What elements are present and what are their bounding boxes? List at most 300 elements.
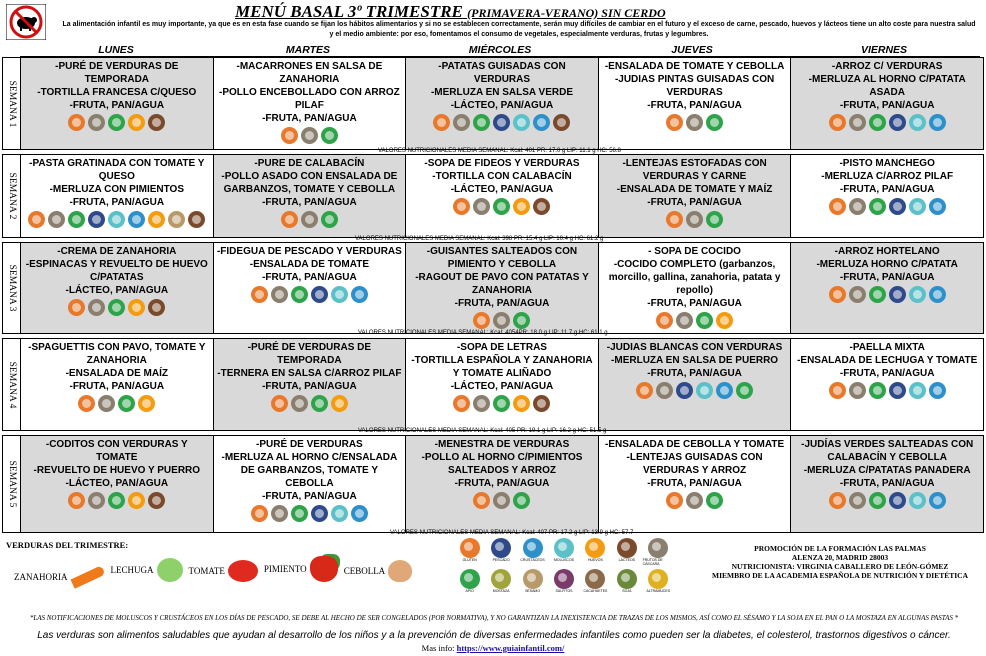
gluten-icon bbox=[829, 382, 846, 399]
huevo-icon bbox=[128, 299, 145, 316]
promo-line: MIEMBRO DE LA ACADEMIA ESPAÑOLA DE NUTRICIÓN Y DIETÉTICA bbox=[711, 571, 968, 580]
apio-icon bbox=[869, 286, 886, 303]
menu-cell bbox=[791, 436, 983, 532]
menu-dish: -FIDEGUA DE PESCADO Y VERDURAS bbox=[216, 246, 402, 257]
tomato-icon bbox=[228, 560, 258, 582]
promo-block bbox=[700, 544, 980, 580]
allergen-icons bbox=[24, 114, 210, 131]
moluscos-icon bbox=[554, 538, 574, 558]
week-row bbox=[2, 338, 984, 431]
legend-item bbox=[611, 569, 642, 593]
huevo-icon bbox=[138, 395, 155, 412]
legend-label: CRUSTÁCEOS bbox=[520, 558, 545, 562]
menu-dish: -FRUTA, PAN/AGUA bbox=[647, 478, 742, 489]
cascara-icon bbox=[88, 299, 105, 316]
lacteo-icon bbox=[148, 299, 165, 316]
apio-icon bbox=[68, 211, 85, 228]
menu-dish: -PISTO MANCHEGO bbox=[839, 158, 935, 169]
more-info-label: Mas info: bbox=[421, 643, 455, 653]
legend-item bbox=[454, 569, 485, 593]
lettuce-icon bbox=[157, 558, 183, 582]
pescado-icon bbox=[889, 198, 906, 215]
legend-label: APIO bbox=[465, 589, 474, 593]
vegetables-title: VERDURAS DEL TRIMESTRE: bbox=[6, 540, 129, 550]
cascara-icon bbox=[473, 395, 490, 412]
menu-dish: -LÁCTEO, PAN/AGUA bbox=[65, 285, 169, 296]
gluten-icon bbox=[473, 492, 490, 509]
menu-dish: -FRUTA, PAN/AGUA bbox=[454, 298, 550, 309]
apio-icon bbox=[493, 198, 510, 215]
cascara-icon bbox=[849, 492, 866, 509]
day-header: VIERNES bbox=[788, 44, 980, 57]
menu-cell bbox=[406, 436, 599, 532]
apio-icon bbox=[706, 211, 723, 228]
moluscos-icon bbox=[909, 492, 926, 509]
lacteo-icon bbox=[188, 211, 205, 228]
cascara-icon bbox=[271, 286, 288, 303]
legend-label: GLUTEN bbox=[462, 558, 477, 562]
page-title bbox=[235, 2, 666, 22]
lacteo-icon bbox=[533, 198, 550, 215]
legend-label: MOLUSCOS bbox=[553, 558, 574, 562]
legend-item bbox=[517, 538, 548, 566]
cascara-icon bbox=[88, 114, 105, 131]
menu-dish: -CREMA DE ZANAHORIA bbox=[57, 246, 177, 257]
day-header: MARTES bbox=[212, 44, 404, 57]
menu-dish: -FRUTA, PAN/AGUA bbox=[839, 368, 935, 379]
menu-dish: -FRUTA, PAN/AGUA bbox=[839, 272, 935, 283]
menu-dish: -FRUTA, PAN/AGUA bbox=[69, 381, 165, 392]
week-label bbox=[3, 243, 21, 333]
huevo-icon bbox=[148, 211, 165, 228]
lacteo-icon bbox=[148, 492, 165, 509]
carrot-icon bbox=[70, 565, 105, 588]
veg-tomato bbox=[189, 560, 258, 582]
menu-dish: -POLLO ENCEBOLLADO CON ARROZ PILAF bbox=[219, 87, 400, 111]
footer-text: Las verduras son alimentos saludables que ayudan al desarrollo de los niños y a la prevención de diversas enfermedades infantiles como pueden ser la diabetes, el colesterol, trastornos digestivos o cáncer. bbox=[37, 630, 951, 641]
menu-dish: -LENTEJAS GUISADAS CON VERDURAS Y ARROZ bbox=[626, 452, 763, 476]
cascara-icon bbox=[453, 114, 470, 131]
veg-label: PIMIENTO bbox=[263, 564, 307, 574]
menu-dish: -MERLUZA EN SALSA DE PUERRO bbox=[611, 355, 779, 366]
crustaceos-icon bbox=[929, 492, 946, 509]
menu-dish: -JUDIAS BLANCAS CON VERDURAS bbox=[606, 342, 783, 353]
gluten-icon bbox=[829, 198, 846, 215]
menu-dish: -PAELLA MIXTA bbox=[849, 342, 925, 353]
allergen-legend bbox=[454, 538, 674, 593]
crustaceos-icon bbox=[351, 505, 368, 522]
sulfitos-icon bbox=[554, 569, 574, 589]
gluten-icon bbox=[78, 395, 95, 412]
gluten-icon bbox=[666, 114, 683, 131]
menu-dish: -FRUTA, PAN/AGUA bbox=[69, 100, 165, 111]
legend-label: PESCADO bbox=[492, 558, 510, 562]
apio-icon bbox=[291, 286, 308, 303]
allergen-icons bbox=[602, 312, 788, 329]
allergen-icons bbox=[24, 492, 210, 509]
allergen-icons bbox=[217, 395, 403, 412]
menu-dish: -CODITOS CON VERDURAS Y TOMATE bbox=[45, 439, 188, 463]
gluten-icon bbox=[251, 286, 268, 303]
menu-cell bbox=[21, 58, 214, 149]
cascara-icon bbox=[88, 492, 105, 509]
menu-dish: -FRUTA, PAN/AGUA bbox=[262, 113, 357, 124]
gluten-icon bbox=[271, 395, 288, 412]
legend-label: SULFITOS bbox=[555, 589, 573, 593]
menu-cell bbox=[406, 155, 599, 237]
menu-dish: -FRUTA, PAN/AGUA bbox=[647, 368, 742, 379]
crustaceos-icon bbox=[523, 538, 543, 558]
menu-dish: -ENSALADA DE LECHUGA Y TOMATE bbox=[797, 355, 978, 366]
gluten-icon bbox=[251, 505, 268, 522]
gluten-icon bbox=[281, 127, 298, 144]
allergen-icons bbox=[602, 114, 788, 131]
cascara-icon bbox=[676, 312, 693, 329]
legend-item bbox=[485, 538, 516, 566]
apio-icon bbox=[493, 395, 510, 412]
lacteo-icon bbox=[148, 114, 165, 131]
menu-dish: -FRUTA, PAN/AGUA bbox=[839, 478, 935, 489]
moluscos-icon bbox=[909, 114, 926, 131]
menu-cell bbox=[21, 155, 214, 237]
menu-cell bbox=[406, 58, 599, 149]
mostaza-icon bbox=[491, 569, 511, 589]
gluten-icon bbox=[829, 492, 846, 509]
nutrition-values: VALORES NUTRICIONALES MEDIA SEMANAL: Kcal: 4054PR: 18.0 g LIP: 11.7 g HC: 61.1 g bbox=[358, 330, 608, 336]
menu-dish: -MERLUZA AL HORNO C/ENSALADA DE GARBANZOS, TOMATE Y CEBOLLA bbox=[221, 452, 398, 489]
gluten-icon bbox=[281, 211, 298, 228]
cascara-icon bbox=[648, 538, 668, 558]
cascara-icon bbox=[656, 382, 673, 399]
gluten-icon bbox=[460, 538, 480, 558]
cascara-icon bbox=[686, 114, 703, 131]
menu-dish: -POLLO AL HORNO C/PIMIENTOS SALTEADOS Y ARROZ bbox=[421, 452, 583, 476]
menu-cell bbox=[599, 58, 792, 149]
apio-icon bbox=[108, 299, 125, 316]
menu-dish: -ENSALADA DE CEBOLLA Y TOMATE bbox=[605, 439, 785, 450]
gluten-icon bbox=[473, 312, 490, 329]
menu-dish: -ARROZ HORTELANO bbox=[834, 246, 940, 257]
menu-cell bbox=[214, 339, 407, 430]
moluscos-icon bbox=[909, 286, 926, 303]
moluscos-icon bbox=[331, 505, 348, 522]
cascara-icon bbox=[301, 211, 318, 228]
apio-icon bbox=[108, 492, 125, 509]
menu-dish: -PASTA GRATINADA CON TOMATE Y QUESO bbox=[29, 158, 205, 182]
week-label bbox=[3, 58, 21, 149]
menu-dish: -MERLUZA C/PATATAS PANADERA bbox=[803, 465, 971, 476]
allergen-icons bbox=[602, 382, 788, 399]
soja-icon bbox=[617, 569, 637, 589]
apio-icon bbox=[706, 114, 723, 131]
legend-label: CACAHUETES bbox=[583, 589, 608, 593]
menu-dish: -PURE DE CALABACÍN bbox=[254, 158, 365, 169]
menu-dish: -LÁCTEO, PAN/AGUA bbox=[450, 381, 554, 392]
menu-dish: -MENESTRA DE VERDURAS bbox=[434, 439, 570, 450]
allergen-icons bbox=[409, 312, 595, 329]
allergen-icons bbox=[409, 114, 595, 131]
menu-dish: -TORTILLA CON CALABACÍN bbox=[432, 171, 572, 182]
allergen-icons bbox=[794, 382, 980, 399]
gluten-icon bbox=[636, 382, 653, 399]
legend-item bbox=[643, 538, 674, 566]
crustaceos-icon bbox=[929, 382, 946, 399]
nutrition-values: VALORES NUTRICIONALES MEDIA SEMANAL: Kcal: 401 PR: 17.0 g LIP: 11.1 g HC: 56.8 bbox=[378, 148, 621, 154]
apio-icon bbox=[696, 312, 713, 329]
title-main: MENÚ BASAL 3º TRIMESTRE bbox=[235, 2, 463, 21]
menu-dish: -FRUTA, PAN/AGUA bbox=[262, 197, 357, 208]
nutrition-values: VALORES NUTRICIONALES MEDIA SEMANAL: Kcal: 398 PR: 15.4 g LIP: 10.4 g HC: 61.2 g bbox=[355, 236, 604, 242]
gluten-icon bbox=[829, 286, 846, 303]
allergen-icons bbox=[24, 211, 210, 228]
menu-dish: -TORTILLA ESPAÑOLA Y ZANAHORIA Y TOMATE ALIÑADO bbox=[411, 355, 593, 379]
gluten-icon bbox=[68, 299, 85, 316]
menu-cell bbox=[599, 436, 792, 532]
legend-item bbox=[580, 538, 611, 566]
huevo-icon bbox=[585, 538, 605, 558]
allergen-icons bbox=[409, 198, 595, 215]
title-subtitle: (PRIMAVERA-VERANO) SIN CERDO bbox=[467, 6, 666, 20]
allergen-icons bbox=[217, 211, 403, 228]
allergen-icons bbox=[217, 286, 403, 303]
menu-cell bbox=[214, 58, 407, 149]
pescado-icon bbox=[676, 382, 693, 399]
gluten-icon bbox=[68, 114, 85, 131]
cascara-icon bbox=[473, 198, 490, 215]
menu-dish: -LÁCTEO, PAN/AGUA bbox=[450, 184, 554, 195]
cacahuete-icon bbox=[585, 569, 605, 589]
menu-dish: -TERNERA EN SALSA C/ARROZ PILAF bbox=[217, 368, 402, 379]
menu-cell bbox=[406, 339, 599, 430]
intro-text: La alimentación infantil es muy importante, ya que es en esta fase cuando se fijan los hábitos alimentarios y si no se establecen correctamente, serán muy difíciles de cambiar en el futuro y el exceso de carne, pescado, huevos y lácteos tiene un alto coste para nuestra salud y el medio ambiente: por eso, fomentamos el consumo de vegetales, especialmente verduras, frutas y legumbres. bbox=[62, 21, 976, 38]
moluscos-icon bbox=[513, 114, 530, 131]
menu-dish: -MERLUZA EN SALSA VERDE bbox=[430, 87, 573, 98]
promo-line: PROMOCIÓN DE LA FORMACIÓN LAS PALMAS bbox=[754, 544, 926, 553]
crustaceos-icon bbox=[716, 382, 733, 399]
menu-dish: -FRUTA, PAN/AGUA bbox=[647, 197, 742, 208]
day-header: LUNES bbox=[20, 44, 212, 57]
veg-label: TOMATE bbox=[188, 566, 225, 576]
moluscos-icon bbox=[108, 211, 125, 228]
cascara-icon bbox=[686, 211, 703, 228]
gluten-icon bbox=[453, 198, 470, 215]
lacteo-icon bbox=[553, 114, 570, 131]
day-header: MIÉRCOLES bbox=[404, 44, 596, 57]
legend-item bbox=[548, 538, 579, 566]
apio-icon bbox=[118, 395, 135, 412]
crustaceos-icon bbox=[929, 114, 946, 131]
allergen-notice: *LAS NOTIFICACIONES DE MOLUSCOS Y CRUSTÁCEOS EN LOS DÍAS DE PESCADO, SE DEBE AL HECHO DE SER CONGELADOS (POR NORMATIVA), Y NO GARANTIZAN LA INEXISTENCIA DE TRAZAS DE LOS MISMOS, ASÍ COMO EL SÉSAMO Y LA SOJA EN EL PAN O LA MOSTAZA EN ALGUNAS PASTAS * bbox=[29, 614, 959, 622]
pescado-icon bbox=[491, 538, 511, 558]
allergen-icons bbox=[24, 299, 210, 316]
vegetables-row bbox=[14, 556, 412, 582]
menu-dish: -FRUTA, PAN/AGUA bbox=[839, 184, 935, 195]
menu-cell bbox=[21, 243, 214, 333]
menu-dish: -ENSALADA DE MAÍZ bbox=[65, 368, 168, 379]
menu-dish: -MACARRONES EN SALSA DE ZANAHORIA bbox=[236, 61, 383, 85]
week-label bbox=[3, 436, 21, 532]
moluscos-icon bbox=[331, 286, 348, 303]
menu-cell bbox=[214, 155, 407, 237]
menu-dish: -FRUTA, PAN/AGUA bbox=[262, 272, 357, 283]
menu-dish: -FRUTA, PAN/AGUA bbox=[647, 100, 742, 111]
menu-cell bbox=[791, 243, 983, 333]
pescado-icon bbox=[493, 114, 510, 131]
menu-dish: -TORTILLA FRANCESA C/QUESO bbox=[37, 87, 197, 98]
nutrition-values: VALORES NUTRICIONALES MEDIA SEMANAL: Kcal: 405 PR: 19.1 g LIP: 16.2 g HC: 51.5 g bbox=[358, 428, 607, 434]
menu-dish: -LENTEJAS ESTOFADAS CON VERDURAS Y CARNE bbox=[622, 158, 767, 182]
huevo-icon bbox=[716, 312, 733, 329]
menu-dish: -MERLUZA AL HORNO C/PATATA ASADA bbox=[808, 74, 966, 98]
more-info-link[interactable]: https://www.guiainfantil.com/ bbox=[456, 643, 565, 653]
week-row bbox=[2, 154, 984, 238]
week-label-text: SEMANA 4 bbox=[6, 361, 17, 408]
cascara-icon bbox=[291, 395, 308, 412]
huevo-icon bbox=[513, 198, 530, 215]
gluten-icon bbox=[666, 211, 683, 228]
gluten-icon bbox=[453, 395, 470, 412]
veg-label: ZANAHORIA bbox=[14, 572, 68, 582]
legend-label: MOSTAZA bbox=[492, 589, 510, 593]
cascara-icon bbox=[98, 395, 115, 412]
allergen-icons bbox=[409, 395, 595, 412]
altramuces-icon bbox=[648, 569, 668, 589]
allergen-icons bbox=[217, 127, 403, 144]
legend-label: FRUTOS DE CÁSCARA bbox=[642, 558, 663, 566]
crustaceos-icon bbox=[929, 286, 946, 303]
week-label-text: SEMANA 2 bbox=[6, 172, 17, 220]
crustaceos-icon bbox=[128, 211, 145, 228]
menu-dish: -ENSALADA DE TOMATE Y CEBOLLA bbox=[604, 61, 785, 72]
veg-label: CEBOLLA bbox=[343, 566, 386, 576]
legend-label: SÉSAMO bbox=[525, 589, 541, 593]
legend-label: HUEVOS bbox=[588, 558, 603, 562]
pepper-icon bbox=[310, 556, 338, 582]
apio-icon bbox=[869, 114, 886, 131]
day-header: JUEVES bbox=[596, 44, 788, 57]
menu-dish: -SPAGUETTIS CON PAVO, TOMATE Y ZANAHORIA bbox=[28, 342, 206, 366]
menu-dish: -ENSALADA DE TOMATE Y MAÍZ bbox=[616, 184, 773, 195]
pescado-icon bbox=[88, 211, 105, 228]
menu-dish: -MERLUZA HORNO C/PATATA bbox=[816, 259, 958, 270]
menu-dish: -LÁCTEO, PAN/AGUA bbox=[65, 478, 169, 489]
no-pork-icon bbox=[6, 4, 46, 40]
cascara-icon bbox=[849, 114, 866, 131]
huevo-icon bbox=[128, 114, 145, 131]
menu-dish: -ENSALADA DE TOMATE bbox=[249, 259, 370, 270]
legend-label: LÁCTEOS bbox=[618, 558, 636, 562]
menu-dish: -LÁCTEO, PAN/AGUA bbox=[450, 100, 554, 111]
cascara-icon bbox=[849, 198, 866, 215]
menu-dish: -PATATAS GUISADAS CON VERDURAS bbox=[438, 61, 566, 85]
pescado-icon bbox=[889, 286, 906, 303]
menu-cell bbox=[791, 339, 983, 430]
menu-dish: - SOPA DE COCIDO bbox=[648, 246, 741, 257]
week-row bbox=[2, 435, 984, 533]
menu-dish: -JUDÍAS VERDES SALTEADAS CON CALABACÍN Y CEBOLLA bbox=[801, 439, 974, 463]
lacteo-icon bbox=[533, 395, 550, 412]
legend-item bbox=[454, 538, 485, 566]
apio-icon bbox=[706, 492, 723, 509]
gluten-icon bbox=[68, 492, 85, 509]
week-row bbox=[2, 57, 984, 150]
crustaceos-icon bbox=[351, 286, 368, 303]
moluscos-icon bbox=[909, 382, 926, 399]
cascara-icon bbox=[48, 211, 65, 228]
nutrition-values: VALORES NUTRICIONALES MEDIA SEMANAL: Kcal: 407 PR: 17.2 g LIP: 13.9 g HC: 57.7 bbox=[390, 530, 634, 536]
promo-line: ALENZA 20, MADRID 28003 bbox=[791, 553, 889, 562]
allergen-icons bbox=[794, 492, 980, 509]
cascara-icon bbox=[493, 492, 510, 509]
allergen-icons bbox=[602, 492, 788, 509]
menu-cell bbox=[599, 155, 792, 237]
gluten-icon bbox=[829, 114, 846, 131]
menu-cell bbox=[21, 339, 214, 430]
allergen-icons bbox=[794, 114, 980, 131]
apio-icon bbox=[108, 114, 125, 131]
sesamo-icon bbox=[168, 211, 185, 228]
menu-dish: -FRUTA, PAN/AGUA bbox=[262, 381, 357, 392]
cascara-icon bbox=[301, 127, 318, 144]
allergen-icons bbox=[602, 211, 788, 228]
allergen-icons bbox=[409, 492, 595, 509]
menu-dish: -SOPA DE LETRAS bbox=[456, 342, 547, 353]
menu-dish: -PURÉ DE VERDURAS DE TEMPORADA bbox=[247, 342, 372, 366]
huevo-icon bbox=[513, 395, 530, 412]
more-info bbox=[0, 643, 986, 653]
huevo-icon bbox=[128, 492, 145, 509]
gluten-icon bbox=[656, 312, 673, 329]
week-label-text: SEMANA 3 bbox=[6, 264, 17, 312]
pescado-icon bbox=[311, 505, 328, 522]
menu-dish: -RAGOUT DE PAVO CON PATATAS Y ZANAHORIA bbox=[415, 272, 589, 296]
days-header bbox=[20, 44, 980, 57]
apio-icon bbox=[311, 395, 328, 412]
pescado-icon bbox=[311, 286, 328, 303]
gluten-icon bbox=[433, 114, 450, 131]
menu-dish: -GUISANTES SALTEADOS CON PIMIENTO Y CEBOLLA bbox=[426, 246, 578, 270]
cascara-icon bbox=[271, 505, 288, 522]
week-label-text: SEMANA 5 bbox=[6, 460, 17, 508]
menu-dish: -PURÉ DE VERDURAS bbox=[256, 439, 363, 450]
legend-item bbox=[517, 569, 548, 593]
allergen-icons bbox=[217, 505, 403, 522]
menu-dish: -SOPA DE FIDEOS Y VERDURAS bbox=[424, 158, 580, 169]
apio-icon bbox=[473, 114, 490, 131]
allergen-icons bbox=[24, 395, 210, 412]
menu-dish: -JUDIAS PINTAS GUISADAS CON VERDURAS bbox=[614, 74, 775, 98]
legend-item bbox=[485, 569, 516, 593]
legend-label: ALTRAMUCES bbox=[646, 589, 671, 593]
menu-dish: -REVUELTO DE HUEVO Y PUERRO bbox=[33, 465, 201, 476]
apio-icon bbox=[736, 382, 753, 399]
apio-icon bbox=[869, 382, 886, 399]
veg-pepper bbox=[264, 556, 338, 582]
pescado-icon bbox=[889, 114, 906, 131]
apio-icon bbox=[869, 198, 886, 215]
week-label-text: SEMANA 1 bbox=[6, 80, 17, 127]
menu-cell bbox=[791, 155, 983, 237]
menu-dish: -FRUTA, PAN/AGUA bbox=[262, 491, 357, 502]
huevo-icon bbox=[331, 395, 348, 412]
week-label bbox=[3, 339, 21, 430]
legend-item bbox=[548, 569, 579, 593]
gluten-icon bbox=[666, 492, 683, 509]
week-row bbox=[2, 242, 984, 334]
menu-cell bbox=[214, 243, 407, 333]
veg-lettuce bbox=[111, 558, 183, 582]
veg-onion bbox=[344, 560, 413, 582]
